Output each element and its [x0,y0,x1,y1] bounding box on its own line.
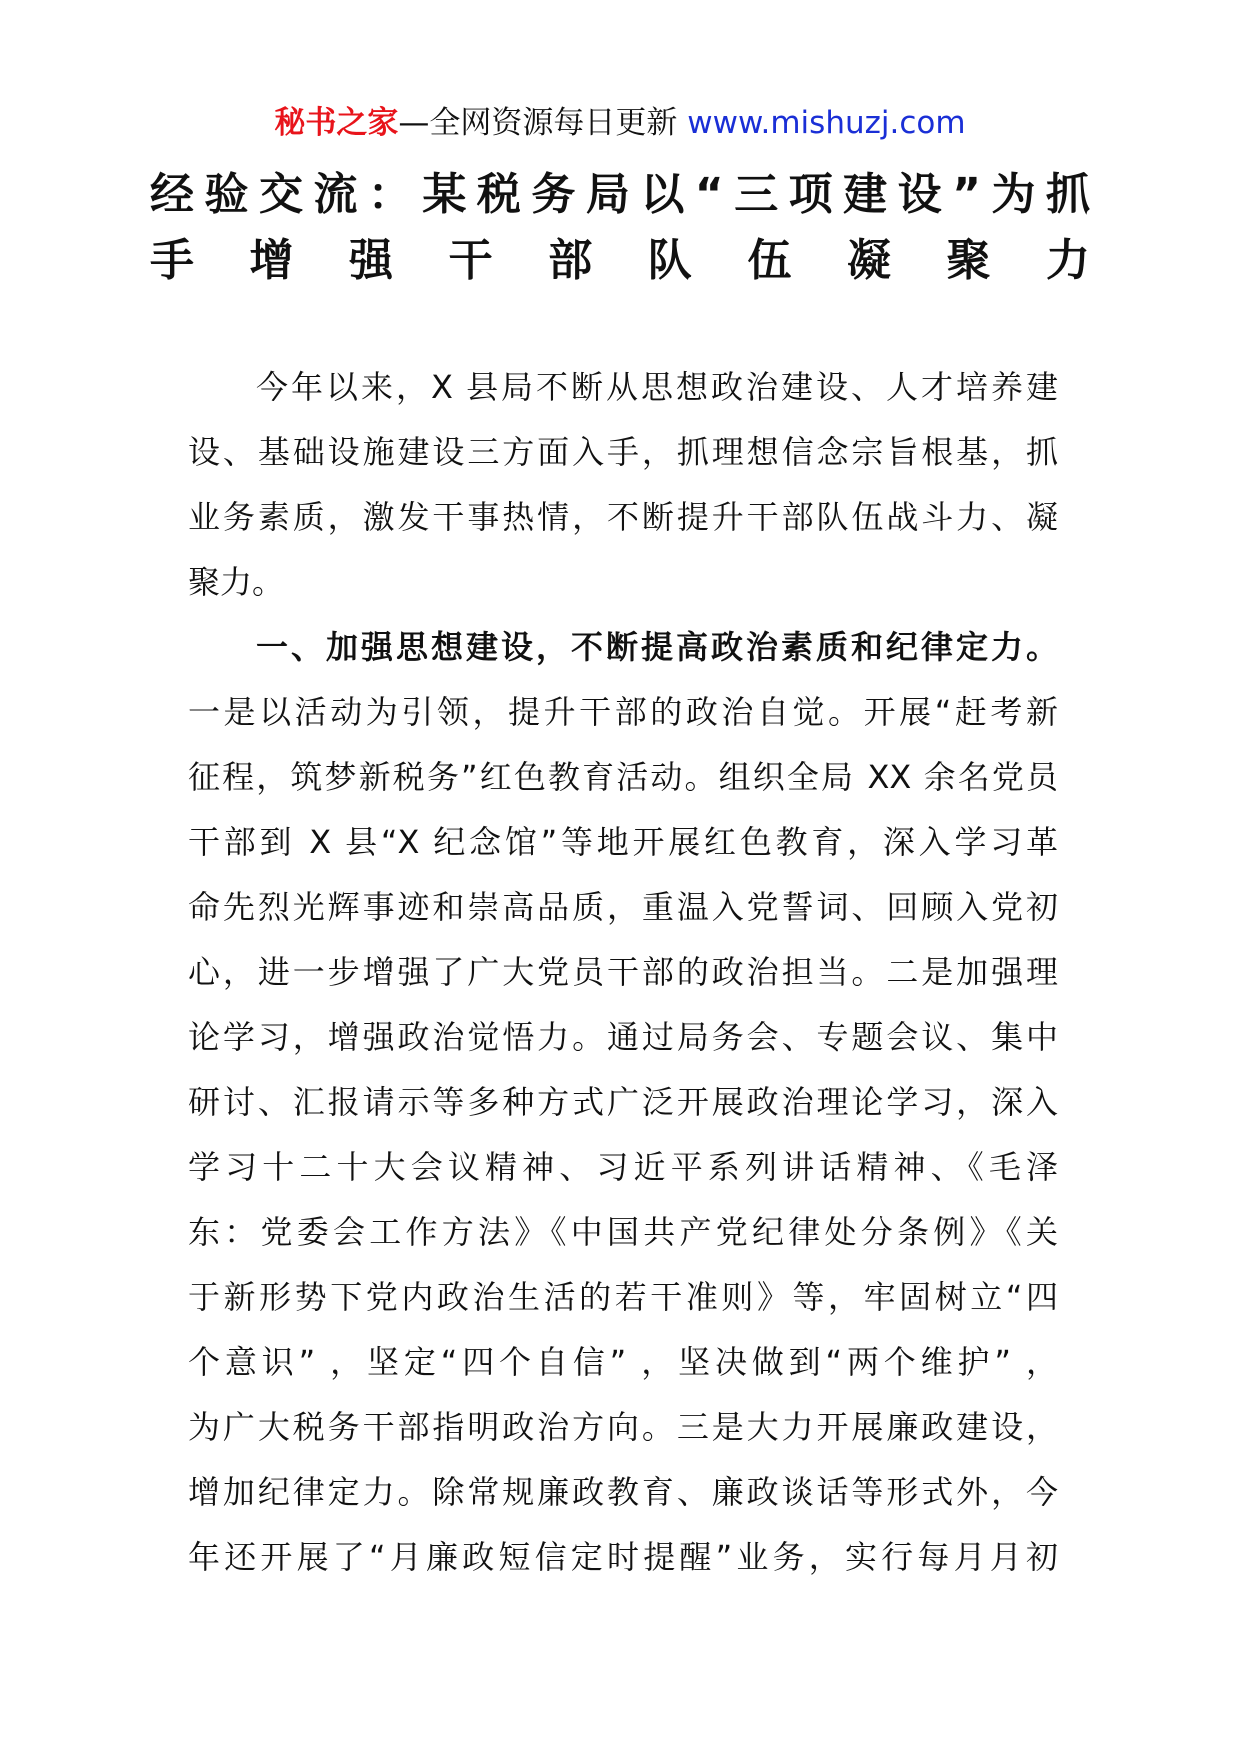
site-brand: 秘书之家 [274,105,399,141]
section-1-line: 征程，筑梦新税务”红色教育活动。组织全局 XX 余名党员 [188,758,1058,796]
section-1-line: 年还开展了“月廉政短信定时提醒”业务，实行每月月初 [188,1538,1058,1576]
section-1-paragraph [188,615,1058,1590]
intro-line: 聚力。 [188,563,285,601]
intro-line: 今年以来，X 县局不断从思想政治建设、人才培养建 [256,368,1058,406]
section-1-line: 心，进一步增强了广大党员干部的政治担当。二是加强理 [188,953,1058,991]
document-body [188,355,1058,1590]
intro-line: 业务素质，激发干事热情，不断提升干部队伍战斗力、凝 [188,498,1058,536]
section-1-line: 一是以活动为引领，提升干部的政治自觉。开展“赶考新 [188,693,1058,731]
section-1-heading: 一、加强思想建设，不断提高政治素质和纪律定力。 [256,628,1058,666]
site-header [0,100,1240,146]
section-1-line: 研讨、汇报请示等多种方式广泛开展政治理论学习，深入 [188,1083,1058,1121]
intro-line: 设、基础设施建设三方面入手，抓理想信念宗旨根基，抓 [188,433,1058,471]
document-title [150,162,1090,294]
section-1-line: 干部到 X 县“X 纪念馆”等地开展红色教育，深入学习革 [188,823,1058,861]
section-1-line: 个意识” ，坚定“四个自信” ，坚决做到“两个维护” ， [188,1343,1058,1381]
section-1-line: 于新形势下党内政治生活的若干准则》等，牢固树立“四 [188,1278,1058,1316]
title-line-2: 手增强干部队伍凝聚力 [150,235,1090,286]
intro-paragraph [188,355,1058,615]
section-1-line: 命先烈光辉事迹和崇高品质，重温入党誓词、回顾入党初 [188,888,1058,926]
section-1-line: 论学习，增强政治觉悟力。通过局务会、专题会议、集中 [188,1018,1058,1056]
section-1-line: 增加纪律定力。除常规廉政教育、廉政谈话等形式外，今 [188,1473,1058,1511]
section-1-line: 学习十二十大会议精神、习近平系列讲话精神、《毛泽 [188,1148,1058,1186]
title-line-1: 经验交流：某税务局以“三项建设”为抓 [150,169,1090,220]
site-slogan: —全网资源每日更新 [398,105,678,141]
section-1-line: 为广大税务干部指明政治方向。三是大力开展廉政建设， [188,1408,1058,1446]
section-1-line: 东：党委会工作方法》《中国共产党纪律处分条例》《关 [188,1213,1058,1251]
site-url-link[interactable]: www.mishuzj.com [687,105,966,141]
